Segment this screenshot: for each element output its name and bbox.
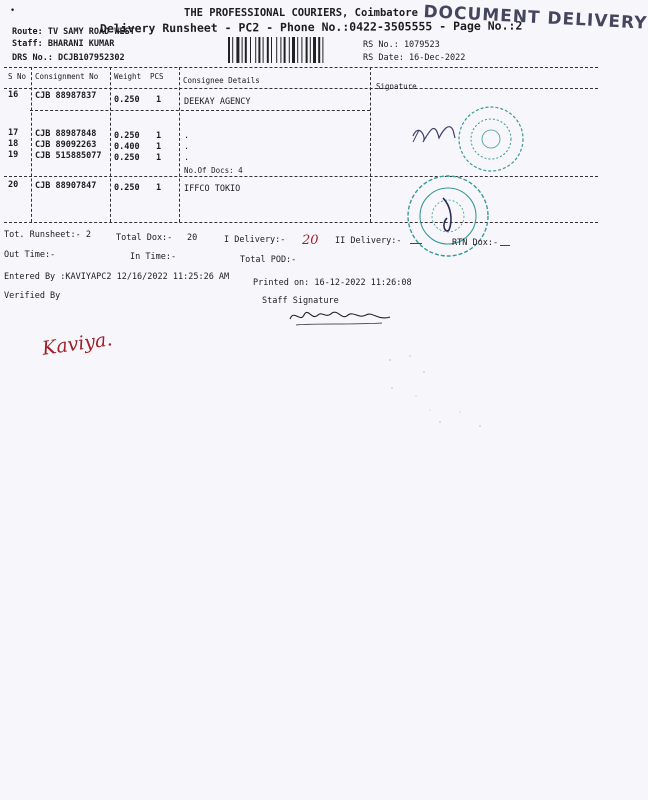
row-sno: 19 (8, 150, 19, 160)
rtn-dox-label: RTN Dox:- (452, 238, 499, 248)
header-bottom-rule (4, 88, 598, 89)
verified-by-label: Verified By (4, 291, 61, 301)
row-consignment: CJB 88987848 (35, 129, 97, 139)
total-dox-label: Total Dox:- (116, 233, 173, 243)
route: Route: TV SAMY ROAD WEST (12, 27, 135, 37)
row-divider (4, 176, 598, 177)
runsheet-title: Delivery Runsheet - PC2 - Phone No.:0422-3505555 - Page No.:2 (99, 18, 523, 36)
drs-number: DRS No.: DCJB107952302 (12, 53, 125, 63)
col-header-pcs: PCS (150, 72, 164, 81)
col-header-signature: Signature (376, 82, 417, 91)
total-pod: Total POD:- (240, 255, 297, 265)
barcode (228, 37, 358, 63)
i-delivery-handwritten: 20 (302, 233, 319, 248)
row-consignee: DEEKAY AGENCY (184, 97, 251, 107)
row-weight: 0.250 (114, 153, 140, 163)
barcode-graphic (228, 37, 358, 63)
col-divider (370, 67, 371, 222)
row-pcs: 1 (156, 142, 162, 152)
company-seal-icon (455, 103, 527, 175)
col-divider (179, 67, 180, 222)
ii-delivery-handwritten-dash (410, 243, 422, 244)
show-through-specks (380, 352, 500, 442)
total-runsheet: Tot. Runsheet:- 2 (4, 230, 91, 240)
row-weight: 0.250 (114, 183, 140, 193)
rs-number: RS No.: 1079523 (363, 40, 440, 50)
staff-signature-label: Staff Signature (262, 296, 339, 306)
row-weight: 0.250 (114, 131, 140, 141)
row-divider (30, 110, 370, 111)
row-consignment: CJB 88907847 (35, 181, 97, 191)
company-name: THE PROFESSIONAL COURIERS, Coimbatore (184, 7, 418, 19)
staff-name: Staff: BHARANI KUMAR (12, 39, 115, 49)
out-time: Out Time:- (4, 250, 56, 260)
staff-signature-scribble (286, 303, 396, 329)
col-header-consignee: Consignee Details (183, 76, 260, 85)
row-pcs: 1 (156, 95, 162, 105)
i-delivery-label: I Delivery:- (224, 235, 286, 245)
row-sno: 17 (8, 128, 19, 138)
ii-delivery-label: II Delivery:- (335, 236, 402, 246)
row-pcs: 1 (156, 183, 162, 193)
row-sno: 16 (8, 90, 19, 100)
col-header-consignment: Consignment No (35, 72, 99, 81)
row-pcs: 1 (156, 153, 162, 163)
rs-date: RS Date: 16-Dec-2022 (363, 53, 466, 63)
total-dox-value: 20 (187, 233, 198, 243)
table-top-rule (4, 67, 598, 68)
row-consignment: CJB 515885077 (35, 151, 102, 161)
row-consignee: . (184, 131, 190, 141)
table-bottom-rule (4, 222, 598, 223)
row-sno: 20 (8, 180, 19, 190)
printed-on: Printed on: 16-12-2022 11:26:08 (253, 278, 412, 288)
specks-graphic (380, 352, 500, 442)
margin-mark: • (10, 6, 16, 16)
row-consignee: . (184, 153, 190, 163)
no-of-docs: No.Of Docs: 4 (184, 166, 243, 175)
row-pcs: 1 (156, 131, 162, 141)
col-divider (31, 67, 32, 222)
col-header-sno: S No (8, 72, 27, 81)
document-delivery-stamp: DOCUMENT DELIVERY (422, 2, 648, 34)
row-weight: 0.250 (114, 95, 140, 105)
row-weight: 0.400 (114, 142, 140, 152)
row-consignee: IFFCO TOKIO (184, 184, 241, 194)
col-header-weight: Weight (114, 72, 142, 81)
rtn-dox-handwritten-dash (500, 245, 510, 246)
row-consignee: . (184, 142, 190, 152)
row-consignment: CJB 88987837 (35, 91, 97, 101)
row-sno: 18 (8, 139, 19, 149)
entered-by: Entered By :KAVIYAPC2 12/16/2022 11:25:26 AM (4, 272, 230, 282)
in-time: In Time:- (130, 252, 177, 262)
verifier-handwritten-name: Kaviya. (40, 328, 114, 360)
row-consignment: CJB 89092263 (35, 140, 97, 150)
col-divider (110, 67, 111, 222)
